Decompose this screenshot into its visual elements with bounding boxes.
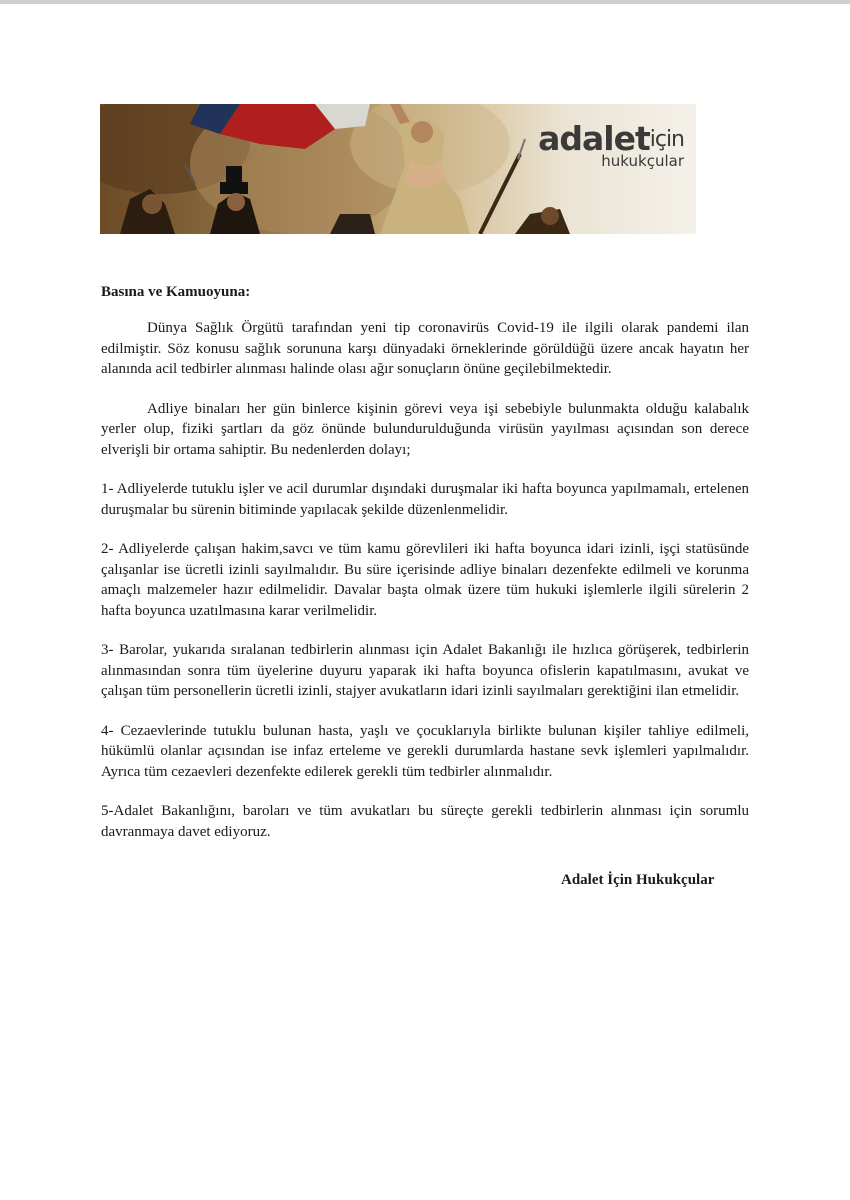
header-banner xyxy=(100,104,696,234)
logo-wordmark: adaletiçin xyxy=(538,119,684,158)
paragraph-item-4: 4- Cezaevlerinde tutuklu bulunan hasta, yaşlı ve çocuklarıyla birlikte bulunan kişiler tahliye edilmeli, hükümlü olanlar açısından ise infaz erteleme ve gerekli durumlarda hastane sevk işlemleri yapılmalıdır. Ayrıca tüm cezaevleri dezenfekte edilerek gerekli tüm tedbirler alınmalıdır. xyxy=(101,722,749,780)
paragraph-item-3: 3- Barolar, yukarıda sıralanan tedbirlerin alınması için Adalet Bakanlığı ile hızlıca görüşerek, tedbirlerin alınmasından sonra tüm üyelerine duyuru yaparak iki hafta boyunca ofislerin kapatılmasını, avukat ve çalışan tüm personellerin ücretli izinli, stajyer avukatların idari izinli sayılmaları gerektiğini ilan etmelidir. xyxy=(101,642,749,699)
paragraph-item-5: 5-Adalet Bakanlığını, baroları ve tüm avukatları bu süreçte gerekli tedbirlerin alınması için sorumlu davranmaya davet ediyoruz. xyxy=(101,803,749,840)
letter-heading: Basına ve Kamuoyuna: xyxy=(101,284,251,300)
letter-body xyxy=(101,282,749,861)
paragraph-intro: Dünya Sağlık Örgütü tarafından yeni tip coronavirüs Covid-19 ile ilgili olarak pandemi ilan edilmiştir. Söz konusu sağlık sorununa karşı dünyadaki örneklerinde görüldüğü üzere ancak hayatın her alanında acil tedbirler alınması halinde olası ağır sonuçların önüne geçilebilmektedir. xyxy=(101,320,749,377)
paragraph-courthouses: Adliye binaları her gün binlerce kişinin görevi veya işi sebebiyle bulunmakta olduğu kalabalık yerler olup, fiziki şartları da göz önünde bulundurulduğunda virüsün yayılması açısından son derece elverişli bir ortama sahiptir. Bu nedenlerden dolayı; xyxy=(101,400,749,458)
logo-subtitle: hukukçular xyxy=(601,152,684,170)
top-border xyxy=(0,0,850,4)
paragraph-item-1: 1- Adliyelerde tutuklu işler ve acil durumlar dışındaki duruşmalar iki hafta boyunca yapılmamalı, ertelenen duruşmalar bu sürenin bitiminde yapılacak şekilde düzenlenmelidir. xyxy=(101,481,749,518)
signature: Adalet İçin Hukukçular xyxy=(561,872,715,888)
paragraph-item-2: 2- Adliyelerde çalışan hakim,savcı ve tüm kamu görevlileri iki hafta boyunca idari izinli, işçi statüsünde çalışanlar ise ücretli izinli sayılmalıdır. Bu süre içerisinde adliye binaları dezenfekte edilmeli ve korunma amaçlı malzemeler hazır edilmelidir. Davalar başta olmak üzere tüm hukuki işlemlerle ilgili sürelerin 2 hafta boyunca uzatılmasına karar verilmelidir. xyxy=(101,541,749,619)
logo xyxy=(538,119,684,170)
